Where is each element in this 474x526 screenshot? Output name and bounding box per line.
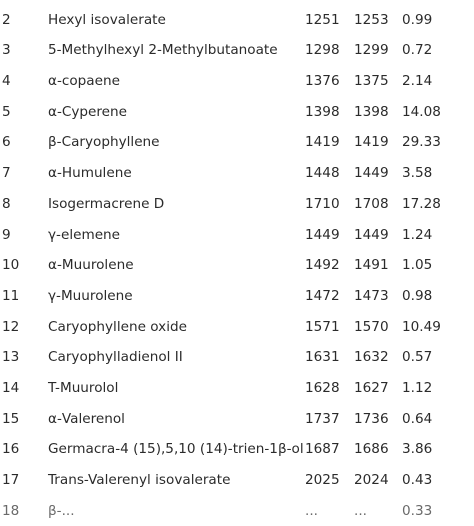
retention-index-calculated: 1631 <box>305 349 340 366</box>
table-row <box>0 434 474 465</box>
retention-index-calculated: 1492 <box>305 257 340 274</box>
retention-index-calculated: 1251 <box>305 11 340 28</box>
compound-name: β-... <box>48 502 75 519</box>
retention-index-calculated: ... <box>305 502 318 519</box>
compound-name: β-Caryophyllene <box>48 134 160 151</box>
retention-index-literature: 1398 <box>354 103 389 120</box>
relative-percentage: 29.33 <box>402 134 441 151</box>
table-row <box>0 342 474 373</box>
compound-name: Caryophylladienol II <box>48 349 183 366</box>
table-row <box>0 404 474 435</box>
retention-index-calculated: 1571 <box>305 318 340 335</box>
relative-percentage: 0.33 <box>402 502 433 519</box>
row-number: 13 <box>2 349 20 366</box>
compound-name: α-Cyperene <box>48 103 128 120</box>
row-number: 9 <box>2 226 11 243</box>
retention-index-literature: 1627 <box>354 379 389 396</box>
retention-index-literature: 1708 <box>354 195 389 212</box>
row-number: 4 <box>2 73 11 90</box>
row-number: 15 <box>2 410 20 427</box>
retention-index-calculated: 1449 <box>305 226 340 243</box>
retention-index-literature: 1491 <box>354 257 389 274</box>
row-number: 16 <box>2 441 20 458</box>
compound-name: γ-Muurolene <box>48 287 133 304</box>
compound-name: α-copaene <box>48 73 120 90</box>
compound-name: Germacra-4 (15),5,10 (14)-trien-1β-ol <box>48 441 304 458</box>
relative-percentage: 0.43 <box>402 472 433 488</box>
compound-name: 5-Methylhexyl 2-Methylbutanoate <box>48 42 278 59</box>
retention-index-literature: 1686 <box>354 441 389 458</box>
retention-index-calculated: 1687 <box>305 441 340 458</box>
table-row <box>0 312 474 343</box>
retention-index-literature: 1375 <box>354 73 389 90</box>
row-number: 5 <box>2 103 11 120</box>
retention-index-literature: 1570 <box>354 318 389 335</box>
row-number: 10 <box>2 257 20 274</box>
retention-index-calculated: 1398 <box>305 103 340 120</box>
compound-name: Isogermacrene D <box>48 195 165 212</box>
relative-percentage: 2.14 <box>402 73 433 90</box>
table-row <box>0 5 474 36</box>
retention-index-calculated: 1419 <box>305 134 340 151</box>
table-row <box>0 127 474 158</box>
row-number: 6 <box>2 134 11 151</box>
table-row <box>0 465 474 496</box>
row-number: 18 <box>2 502 20 519</box>
relative-percentage: 0.98 <box>402 287 433 304</box>
table-row <box>0 158 474 189</box>
relative-percentage: 0.64 <box>402 410 433 427</box>
retention-index-literature: 1632 <box>354 349 389 366</box>
table-row <box>0 35 474 66</box>
retention-index-literature: 1253 <box>354 11 389 28</box>
table-row <box>0 496 474 526</box>
retention-index-calculated: 1737 <box>305 410 340 427</box>
compound-name: Caryophyllene oxide <box>48 318 187 335</box>
relative-percentage: 0.72 <box>402 42 433 59</box>
row-number: 3 <box>2 42 11 59</box>
compound-name: γ-elemene <box>48 226 121 243</box>
table-row <box>0 373 474 404</box>
table-row <box>0 66 474 97</box>
compound-name: α-Valerenol <box>48 410 125 427</box>
relative-percentage: 10.49 <box>402 318 441 335</box>
row-number: 14 <box>2 379 20 396</box>
retention-index-calculated: 1376 <box>305 73 340 90</box>
table-row <box>0 281 474 312</box>
retention-index-literature: 1299 <box>354 42 389 59</box>
retention-index-literature: ... <box>354 502 367 519</box>
retention-index-calculated: 1628 <box>305 379 340 396</box>
retention-index-calculated: 1448 <box>305 165 340 182</box>
compound-name: Trans-Valerenyl isovalerate <box>48 472 231 488</box>
compound-name: α-Humulene <box>48 165 132 182</box>
row-number: 2 <box>2 11 11 28</box>
table-row <box>0 97 474 128</box>
retention-index-calculated: 1472 <box>305 287 340 304</box>
compound-name: T-Muurolol <box>48 379 119 396</box>
row-number: 17 <box>2 472 20 488</box>
retention-index-literature: 1449 <box>354 226 389 243</box>
row-number: 8 <box>2 195 11 212</box>
retention-index-calculated: 1298 <box>305 42 340 59</box>
row-number: 12 <box>2 318 20 335</box>
relative-percentage: 1.05 <box>402 257 433 274</box>
row-number: 7 <box>2 165 11 182</box>
table-row <box>0 189 474 220</box>
relative-percentage: 1.24 <box>402 226 433 243</box>
retention-index-literature: 1736 <box>354 410 389 427</box>
relative-percentage: 1.12 <box>402 379 433 396</box>
retention-index-literature: 2024 <box>354 472 389 488</box>
retention-index-calculated: 2025 <box>305 472 340 488</box>
relative-percentage: 3.86 <box>402 441 433 458</box>
compound-name: Hexyl isovalerate <box>48 11 166 28</box>
retention-index-calculated: 1710 <box>305 195 340 212</box>
table-row <box>0 220 474 251</box>
relative-percentage: 3.58 <box>402 165 433 182</box>
relative-percentage: 14.08 <box>402 103 441 120</box>
table-row <box>0 250 474 281</box>
compound-name: α-Muurolene <box>48 257 134 274</box>
relative-percentage: 0.99 <box>402 11 433 28</box>
retention-index-literature: 1419 <box>354 134 389 151</box>
relative-percentage: 0.57 <box>402 349 433 366</box>
row-number: 11 <box>2 287 20 304</box>
relative-percentage: 17.28 <box>402 195 441 212</box>
retention-index-literature: 1449 <box>354 165 389 182</box>
retention-index-literature: 1473 <box>354 287 389 304</box>
